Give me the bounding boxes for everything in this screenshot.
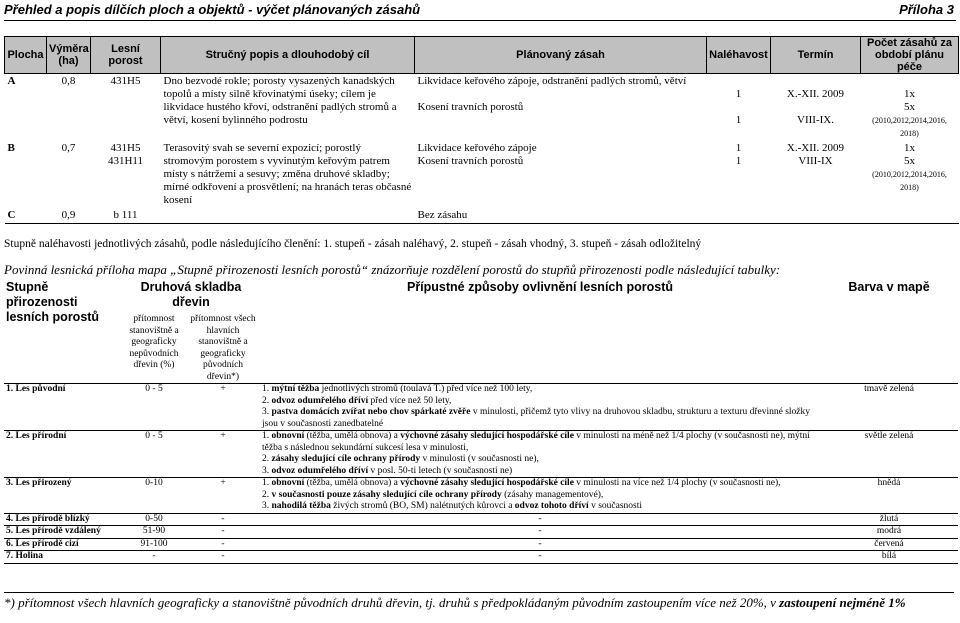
zasah-text: Likvidace keřového zápoje, odstranění padlých stromů, větví [417, 75, 687, 87]
cell-pocet [861, 141, 959, 208]
nalehavost-value: 1 [735, 142, 742, 154]
page-title: Přehled a popis dílčích ploch a objektů - výčet plánovaných zásahů [4, 2, 421, 17]
nalehavost-value: 1 [735, 88, 742, 100]
cell-zpusoby: - [260, 551, 820, 564]
cell-porost: b 111 [91, 208, 161, 224]
cell-popis [161, 208, 415, 224]
subheader-nepuvodni: přítomnost stanovištně a geograficky nepůvodních dřevin (%) [129, 314, 179, 370]
cell-zpusoby: - [260, 538, 820, 551]
pocet-years: (2010,2012,2014,2016, 2018) [872, 170, 947, 192]
zpusob-item [262, 490, 818, 502]
zpusob-text: 1. [262, 478, 270, 488]
cell-plocha: C [5, 208, 47, 224]
cell-nalehavost [707, 141, 771, 208]
cell-zpusoby [260, 431, 820, 478]
zpusob-item [262, 478, 818, 490]
zpusob-bold: obnovní [271, 431, 305, 441]
cell-zasah [415, 74, 707, 142]
zpusob-bold: odvoz tohoto dříví [514, 501, 589, 511]
cell-popis: Dno bezvodé rokle; porosty vysazených kanadských topolů a místy silně křovinatými úseky; cílem je likvidace hustého křoví, odstranění padlých stromů a větví, kosení bylinného podrostu [161, 74, 415, 142]
cell-termin [771, 141, 861, 208]
cell-stupen: 2. Les přírodní [4, 431, 122, 478]
cell-zpusoby [260, 478, 820, 514]
cell-stupen: 3. Les přirozený [4, 478, 122, 514]
cell-nepuvodni: - [122, 551, 186, 564]
urgency-note: Stupně naléhavosti jednotlivých zásahů, podle následujícího členění: 1. stupeň - zásah naléhavý, 2. stupeň - zásah vhodný, 3. stupeň - zásah odložitelný [4, 238, 702, 250]
cell-puvodni: - [186, 513, 260, 526]
cell-nepuvodni: 0 - 5 [122, 384, 186, 431]
cell-vymera: 0,7 [61, 142, 76, 154]
cell-nalehavost [707, 74, 771, 142]
cell-barva: červená [820, 538, 958, 551]
cell-stupen: 6. Les přírodě cizí [4, 538, 122, 551]
page-header [4, 2, 956, 21]
footnote-bold: zastoupení nejméně 1% [779, 595, 906, 610]
cell-pocet [861, 74, 959, 142]
zpusob-item [262, 431, 818, 454]
cell-barva: tmavě zelená [820, 384, 958, 431]
attachment-label: Příloha 3 [899, 2, 954, 17]
table-row [4, 431, 958, 478]
table-row [4, 526, 958, 539]
zpusob-item [262, 384, 818, 396]
zpusob-text: 3. [262, 465, 270, 476]
zpusob-text: v minulosti na více než 1/4 plochy (v současnosti ne), [573, 478, 781, 488]
zpusob-item [262, 407, 818, 430]
cell-barva: světle zelená [820, 431, 958, 478]
pocet-value: 5x [904, 101, 915, 113]
zpusob-text: 2. [262, 395, 270, 406]
zasah-text: Kosení travních porostů [417, 155, 524, 167]
table-row [4, 551, 958, 564]
zpusob-bold: zásahy sledující cíle ochrany přírody [271, 454, 421, 464]
zpusob-text: před více než 50 lety, [368, 395, 452, 406]
nalehavost-value: 1 [735, 114, 742, 126]
zpusob-text: 2. [262, 489, 270, 500]
col-nalehavost: Naléhavost [707, 37, 771, 74]
pocet-years: (2010,2012,2014,2016, 2018) [872, 116, 947, 138]
cell-puvodni: - [186, 538, 260, 551]
termin-value: X.-XII. 2009 [786, 88, 845, 100]
zpusob-text: v současnosti [588, 501, 642, 511]
zpusob-text: v posl. 50-ti letech (v současnosti ne) [368, 465, 513, 476]
zpusob-text: v minulosti, přičemž tyto vlivy na druhovou skladbu, strukturu a texturu dřevinné složky jsou v současnosti zanedbatelné [262, 407, 811, 429]
zpusob-text: 1. [262, 384, 270, 394]
header-stupne: Stupně přirozenosti lesních porostů [6, 280, 100, 324]
cell-plocha: B [7, 142, 15, 154]
map-note: Povinná lesnická příloha mapa „Stupně přirozenosti lesních porostů“ znázorňuje rozdělení porostů do stupňů přirozenosti podle následující tabulky: [4, 262, 781, 277]
cell-zasah: Bez zásahu [415, 208, 707, 224]
cell-plocha: A [5, 74, 47, 142]
header-skladba: Druhová skladba dřevin [140, 280, 242, 309]
header-zpusoby: Přípustné způsoby ovlivnění lesních porostů [406, 280, 673, 294]
zpusob-item [262, 466, 818, 478]
cell-nalehavost [707, 208, 771, 224]
pocet-value: 1x [904, 88, 915, 100]
porost-value: 431H5 [110, 142, 141, 154]
cell-pocet [861, 208, 959, 224]
cell-nepuvodni: 51-90 [122, 526, 186, 539]
cell-zpusoby [260, 384, 820, 431]
zpusob-bold: výchovné zásahy sledující hospodářské cíle [400, 478, 574, 488]
zpusob-text: živých stromů (BO, SM) nalétnutých kůrovci a [330, 501, 515, 511]
cell-stupen: 4. Les přírodě blízký [4, 513, 122, 526]
zpusob-bold: výchovné zásahy sledující hospodářské cíle [400, 431, 574, 441]
nalehavost-value: 1 [735, 155, 742, 167]
col-zasah: Plánovaný zásah [415, 37, 707, 74]
cell-zpusoby: - [260, 526, 820, 539]
cell-nepuvodni: 91-100 [122, 538, 186, 551]
termin-value: VIII-IX. [797, 114, 834, 126]
cell-zpusoby: - [260, 513, 820, 526]
cell-puvodni: + [186, 478, 260, 514]
cell-nepuvodni: 0 - 5 [122, 431, 186, 478]
table-row [5, 208, 959, 224]
footnote-text: *) přítomnost všech hlavních geograficky a stanovištně původních druhů dřevin, tj. druhů s předpokládaným původním zastoupením více než 20%, v [4, 595, 780, 610]
cell-puvodni: - [186, 551, 260, 564]
zpusob-text: 1. [262, 431, 270, 441]
zpusob-text: (těžba, umělá obnova) a [304, 478, 401, 488]
zpusob-text: 3. [262, 501, 270, 511]
zpusob-text: 3. [262, 407, 270, 417]
col-popis: Stručný popis a dlouhodobý cíl [161, 37, 415, 74]
zpusob-text: (zásahy managementové), [501, 489, 604, 500]
zpusob-item [262, 501, 818, 513]
cell-popis: Terasovitý svah se severní expozicí; porostlý stromovým porostem s vyvinutým keřovým patrem místy s nátržemi a sesuvy; změna druhové skladby; mírné odkřovení a prosvětlení; na hranách teras občasné kosení [163, 142, 412, 206]
cell-barva: bílá [820, 551, 958, 564]
cell-barva: modrá [820, 526, 958, 539]
zpusob-bold: nahodilá těžba [271, 501, 331, 511]
cell-nepuvodni: 0-10 [122, 478, 186, 514]
cell-termin [771, 208, 861, 224]
cell-porost: 431H5 [91, 74, 161, 142]
cell-nepuvodni: 0-50 [122, 513, 186, 526]
cell-termin [771, 74, 861, 142]
table-row [4, 478, 958, 514]
zpusob-text: v minulosti (v současnosti ne), [420, 454, 539, 464]
table-row [4, 384, 958, 431]
cell-stupen: 7. Holina [4, 551, 122, 564]
zpusob-text: v minulosti na méně než 1/4 plochy (v současnosti ne), mýtní těžba s následnou sekundární sukcesí lesa v minulosti, [262, 431, 810, 453]
naturalness-table [4, 280, 958, 564]
zpusob-bold: obnovní [271, 478, 305, 488]
cell-zasah [415, 141, 707, 208]
table-row [5, 74, 959, 142]
zpusob-bold: mýtní těžba [271, 384, 320, 394]
col-porost: Lesní porost [91, 37, 161, 74]
termin-value: VIII-IX [798, 155, 833, 167]
table-row [4, 513, 958, 526]
col-termin: Termín [771, 37, 861, 74]
table-row [5, 141, 959, 208]
cell-puvodni: + [186, 431, 260, 478]
header-barva: Barva v mapě [848, 280, 930, 294]
cell-porost [91, 141, 161, 208]
zpusob-text: (těžba, umělá obnova) a [304, 431, 401, 441]
termin-value: X.-XII. 2009 [786, 142, 845, 154]
cell-stupen: 5. Les přírodě vzdálený [4, 526, 122, 539]
zpusob-bold: v současnosti pouze zásahy sledující cíle ochrany přírody [271, 489, 502, 500]
cell-puvodni: - [186, 526, 260, 539]
zasah-text: Kosení travních porostů [417, 101, 524, 113]
pocet-value: 5x [904, 155, 915, 167]
footnote [4, 592, 954, 610]
zpusob-text: jednotlivých stromů (toulavá T.) před více než 100 lety, [319, 384, 533, 394]
zasah-text: Likvidace keřového zápoje [417, 142, 537, 154]
subheader-puvodni: přítomnost všech hlavních stanovištně a geograficky původních dřevin*) [190, 314, 256, 382]
table-row [4, 538, 958, 551]
zpusob-text: 2. [262, 454, 270, 464]
porost-value: 431H11 [107, 155, 144, 167]
zpusob-item [262, 454, 818, 466]
zpusob-bold: odvoz odumřelého dříví [271, 465, 369, 476]
col-pocet: Počet zásahů za období plánu péče [861, 37, 959, 74]
col-plocha: Plocha [5, 37, 47, 74]
col-vymera: Výměra (ha) [47, 37, 91, 74]
cell-vymera: 0,9 [47, 208, 91, 224]
cell-vymera: 0,8 [47, 74, 91, 142]
cell-barva: hnědá [820, 478, 958, 514]
cell-stupen: 1. Les původní [4, 384, 122, 431]
zpusob-bold: pastva domácích zvířat nebo chov spárkaté zvěře [271, 407, 471, 417]
zpusob-bold: odvoz odumřelého dříví [271, 395, 369, 406]
cell-barva: žlutá [820, 513, 958, 526]
pocet-value: 1x [904, 142, 915, 154]
cell-puvodni: + [186, 384, 260, 431]
zpusob-item [262, 396, 818, 408]
interventions-table [4, 36, 959, 224]
